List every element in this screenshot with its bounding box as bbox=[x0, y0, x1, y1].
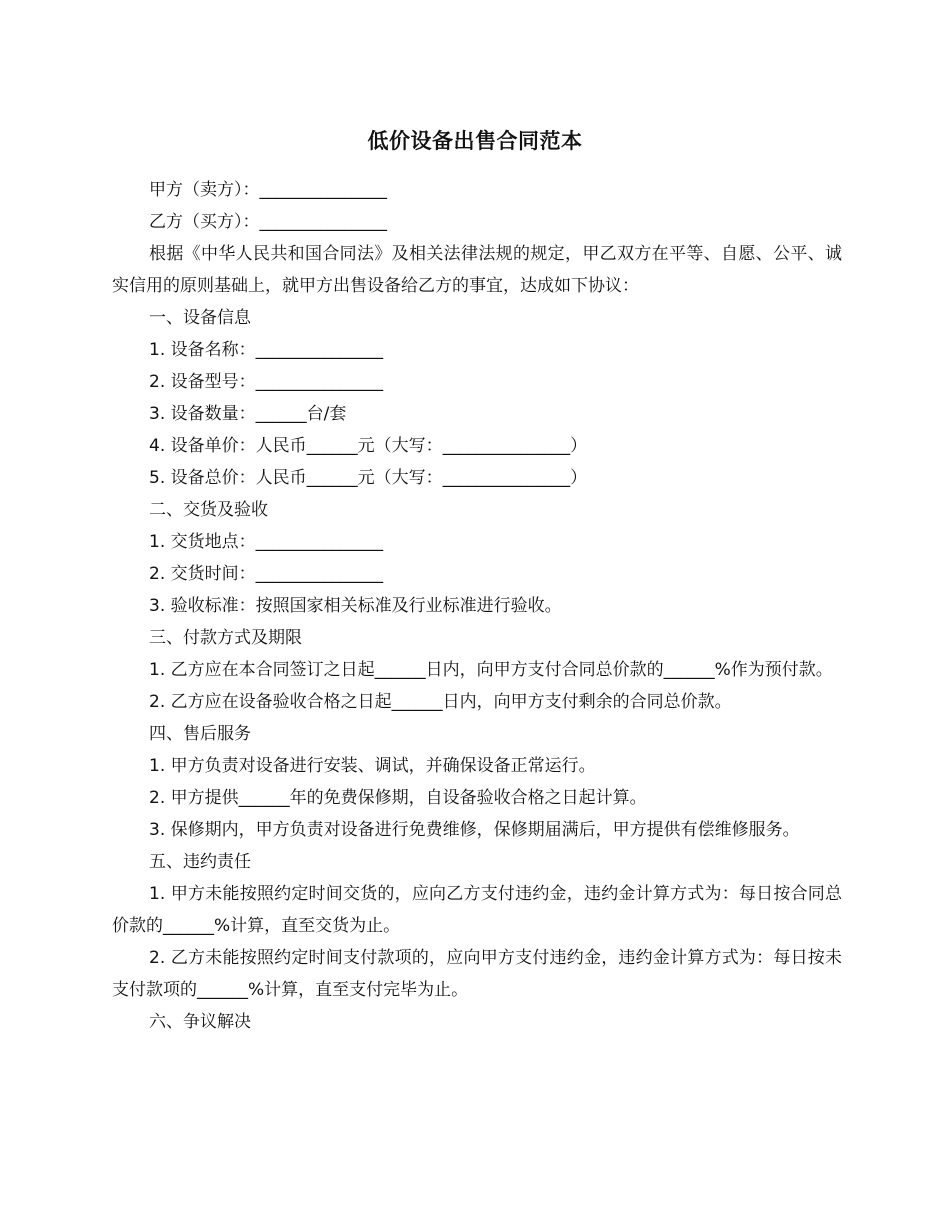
section-heading-dispute: 六、争议解决 bbox=[149, 1012, 251, 1032]
clause-advance-payment: 1. 乙方应在本合同签订之日起______日内，向甲方支付合同总价款的______%作为预付款。 bbox=[149, 660, 833, 680]
clause-buyer-delay: 2. 乙方未能按照约定时间支付款项的，应向甲方支付违约金，违约金计算方式为：每日按未支付款项的______%计算，直至支付完毕为止。 bbox=[112, 948, 842, 1000]
clause-equipment-unit-price: 4. 设备单价：人民币______元（大写：_______________） bbox=[149, 436, 588, 456]
clause-equipment-quantity: 3. 设备数量：______台/套 bbox=[149, 404, 347, 424]
section-heading-liability: 五、违约责任 bbox=[149, 852, 251, 872]
clause-acceptance-standard: 3. 验收标准：按照国家相关标准及行业标准进行验收。 bbox=[149, 596, 562, 616]
clause-installation: 1. 甲方负责对设备进行安装、调试，并确保设备正常运行。 bbox=[149, 756, 596, 776]
party-b-line: 乙方（买方）：_______________ bbox=[149, 212, 387, 232]
clause-equipment-model: 2. 设备型号：_______________ bbox=[149, 372, 384, 392]
clause-equipment-total-price: 5. 设备总价：人民币______元（大写：_______________） bbox=[149, 468, 588, 488]
clause-equipment-name: 1. 设备名称：_______________ bbox=[149, 340, 384, 360]
section-heading-equipment-info: 一、设备信息 bbox=[149, 308, 251, 328]
section-heading-delivery: 二、交货及验收 bbox=[149, 500, 268, 520]
clause-balance-payment: 2. 乙方应在设备验收合格之日起______日内，向甲方支付剩余的合同总价款。 bbox=[149, 692, 732, 712]
preamble-paragraph: 根据《中华人民共和国合同法》及相关法律法规的规定，甲乙双方在平等、自愿、公平、诚实信用的原则基础上，就甲方出售设备给乙方的事宜，达成如下协议： bbox=[112, 244, 842, 296]
document-title: 低价设备出售合同范本 bbox=[367, 129, 583, 153]
clause-delivery-time: 2. 交货时间：_______________ bbox=[149, 564, 384, 584]
party-a-line: 甲方（卖方）：_______________ bbox=[149, 180, 387, 200]
section-heading-payment: 三、付款方式及期限 bbox=[149, 628, 302, 648]
clause-warranty-repair: 3. 保修期内，甲方负责对设备进行免费维修，保修期届满后，甲方提供有偿维修服务。 bbox=[149, 820, 800, 840]
clause-warranty-period: 2. 甲方提供______年的免费保修期，自设备验收合格之日起计算。 bbox=[149, 788, 647, 808]
document-body bbox=[112, 174, 842, 1038]
section-heading-after-sales: 四、售后服务 bbox=[149, 724, 251, 744]
clause-seller-delay: 1. 甲方未能按照约定时间交货的，应向乙方支付违约金，违约金计算方式为：每日按合同总价款的______%计算，直至交货为止。 bbox=[112, 884, 842, 936]
clause-delivery-place: 1. 交货地点：_______________ bbox=[149, 532, 384, 552]
